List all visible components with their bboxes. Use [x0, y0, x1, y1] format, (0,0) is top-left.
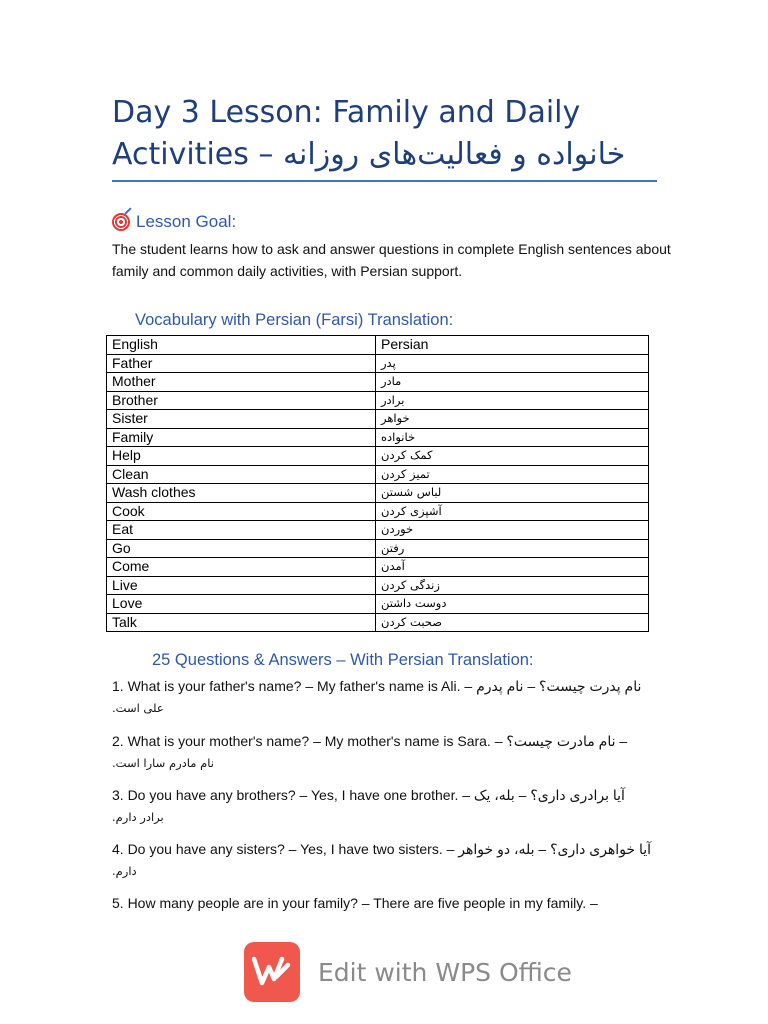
persian-word-text: خوردن — [381, 522, 414, 537]
english-word: Help — [107, 447, 376, 466]
table-row — [107, 391, 649, 410]
qa-item — [112, 892, 660, 914]
qa-line: 2. What is your mother's name? – My mother's name is Sara. – نام مادرت چیست؟ – — [112, 733, 628, 749]
table-row — [107, 447, 649, 466]
title-divider — [112, 180, 657, 182]
qa-line-continued: برادر دارم. — [112, 810, 164, 824]
persian-word-text: رفتن — [381, 540, 405, 555]
persian-word-text: خانواده — [381, 429, 416, 444]
qa-line: 4. Do you have any sisters? – Yes, I have two sisters. – آیا خواهری داری؟ – بله، دو خواهر — [112, 841, 652, 857]
qa-line-continued: علی است. — [112, 701, 164, 715]
persian-word-text: آمدن — [381, 559, 405, 574]
table-row — [107, 484, 649, 503]
qa-item — [112, 730, 660, 774]
table-row — [107, 502, 649, 521]
page-title: Day 3 Lesson: Family and Daily Activities – خانواده و فعالیت‌های روزانه — [112, 95, 626, 172]
english-word: Eat — [107, 521, 376, 540]
english-word: Family — [107, 428, 376, 447]
qa-line: 3. Do you have any brothers? – Yes, I have one brother. – آیا برادری داری؟ – بله، یک — [112, 787, 625, 803]
persian-word — [376, 465, 649, 484]
column-header-persian: Persian — [376, 336, 649, 355]
wps-logo-icon[interactable] — [244, 942, 300, 1002]
table-row — [107, 373, 649, 392]
table-row — [107, 521, 649, 540]
persian-word — [376, 354, 649, 373]
english-word: Talk — [107, 613, 376, 632]
persian-word-text: صحبت کردن — [381, 614, 442, 629]
table-row — [107, 576, 649, 595]
persian-word — [376, 521, 649, 540]
english-word: Clean — [107, 465, 376, 484]
english-word: Wash clothes — [107, 484, 376, 503]
persian-word — [376, 447, 649, 466]
lesson-goal-label: Lesson Goal: — [136, 212, 237, 231]
persian-word-text: خواهر — [381, 411, 410, 426]
table-row — [107, 539, 649, 558]
table-row — [107, 595, 649, 614]
column-header-english: English — [107, 336, 376, 355]
persian-word-text: پدر — [381, 355, 396, 370]
english-word: Go — [107, 539, 376, 558]
persian-word-text: برادر — [381, 392, 405, 407]
vocabulary-table — [106, 335, 649, 632]
english-word: Come — [107, 558, 376, 577]
english-word: Sister — [107, 410, 376, 429]
table-row — [107, 558, 649, 577]
persian-word-text: لباس شستن — [381, 485, 442, 500]
english-word: Live — [107, 576, 376, 595]
qa-line-continued: نام مادرم سارا است. — [112, 756, 214, 770]
persian-word — [376, 595, 649, 614]
table-row — [107, 428, 649, 447]
persian-word — [376, 391, 649, 410]
english-word: Mother — [107, 373, 376, 392]
english-word: Father — [107, 354, 376, 373]
persian-word — [376, 428, 649, 447]
persian-word — [376, 558, 649, 577]
persian-word — [376, 539, 649, 558]
table-row — [107, 613, 649, 632]
persian-word-text: مادر — [381, 374, 402, 389]
persian-word — [376, 373, 649, 392]
english-word: Brother — [107, 391, 376, 410]
qa-item — [112, 675, 660, 719]
wps-banner[interactable] — [244, 942, 572, 1002]
english-word: Cook — [107, 502, 376, 521]
qa-line: 1. What is your father's name? – My father's name is Ali. – نام پدرت چیست؟ – نام پدرم — [112, 678, 642, 694]
lesson-goal-text: The student learns how to ask and answer questions in complete English sentences about family and common daily activities, with Persian support. — [112, 241, 671, 279]
qa-item — [112, 784, 660, 828]
qa-line: 5. How many people are in your family? – There are five people in my family. – — [112, 895, 598, 911]
persian-word-text: زندگی کردن — [381, 577, 440, 592]
qa-line-continued: دارم. — [112, 864, 137, 878]
persian-word-text: دوست داشتن — [381, 596, 447, 611]
lesson-goal-heading — [112, 212, 236, 232]
persian-word-text: تمیز کردن — [381, 466, 430, 481]
wps-edit-label[interactable]: Edit with WPS Office — [318, 957, 572, 987]
persian-word — [376, 484, 649, 503]
table-header-row — [107, 336, 649, 355]
vocabulary-heading: Vocabulary with Persian (Farsi) Translation: — [135, 311, 454, 329]
english-word: Love — [107, 595, 376, 614]
target-icon — [112, 213, 130, 231]
qa-item — [112, 838, 660, 882]
persian-word — [376, 502, 649, 521]
persian-word — [376, 613, 649, 632]
qa-heading: 25 Questions & Answers – With Persian Translation: — [152, 651, 534, 669]
table-row — [107, 410, 649, 429]
table-row — [107, 465, 649, 484]
persian-word — [376, 576, 649, 595]
persian-word-text: آشپزی کردن — [381, 503, 442, 518]
persian-word-text: کمک کردن — [381, 448, 433, 463]
table-row — [107, 354, 649, 373]
persian-word — [376, 410, 649, 429]
